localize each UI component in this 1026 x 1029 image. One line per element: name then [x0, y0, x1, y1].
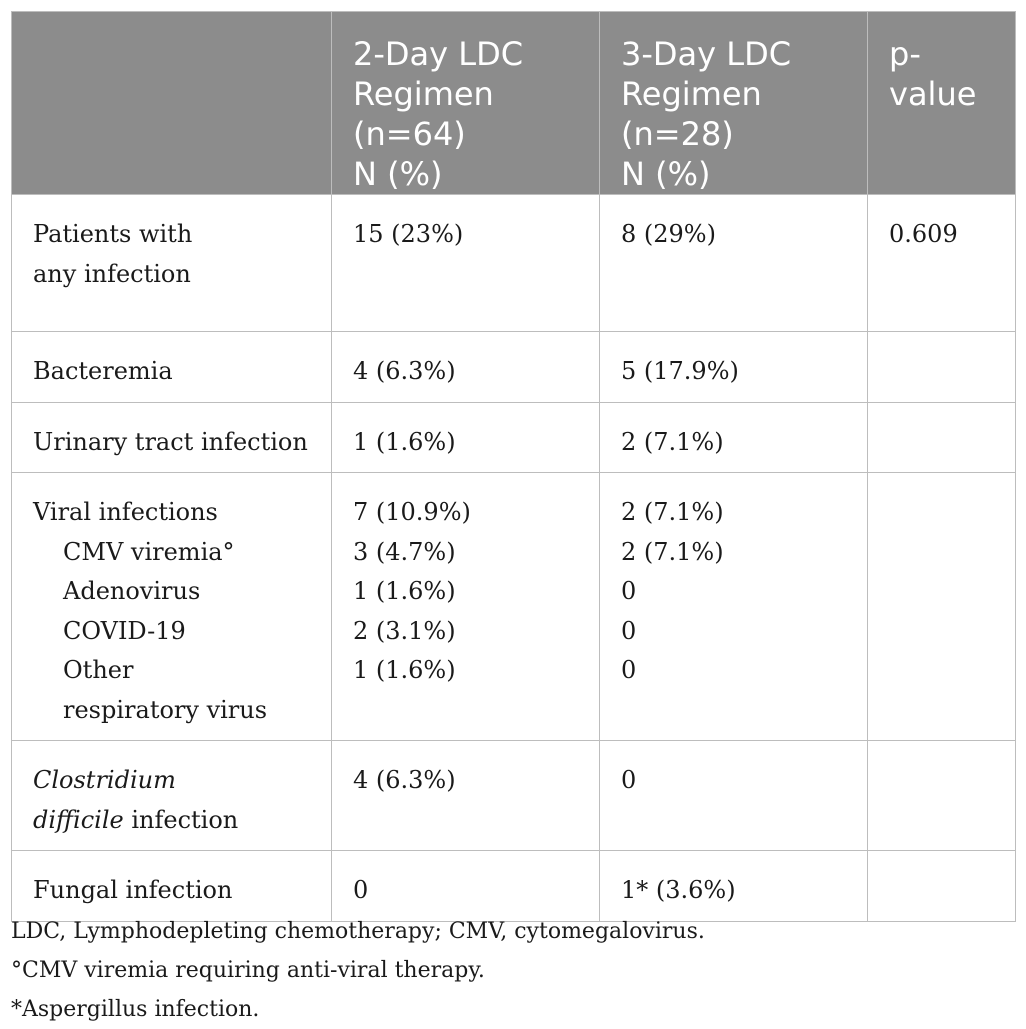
cell-3-day: 5 (17.9%): [600, 332, 868, 403]
header-row: [12, 12, 1016, 195]
header-p-value: p- value: [868, 12, 1016, 195]
cell-2-day: 1 (1.6%): [332, 402, 600, 473]
cell-3-day: 1* (3.6%): [600, 851, 868, 922]
row-label: Viral infections CMV viremia° Adenovirus COVID-19 Other respiratory virus: [12, 473, 332, 741]
cell-3-day: 2 (7.1%) 2 (7.1%) 0 0 0: [600, 473, 868, 741]
table-row: [12, 402, 1016, 473]
footnote-aspergillus: *Aspergillus infection.: [11, 997, 260, 1022]
cell-2-day: 4 (6.3%): [332, 741, 600, 851]
table-row: [12, 332, 1016, 403]
cell-3-day: 8 (29%): [600, 195, 868, 332]
infection-table: [11, 11, 1016, 922]
row-label: Clostridium difficile infection: [12, 741, 332, 851]
header-3-day-regimen: 3-Day LDC Regimen (n=28) N (%): [600, 12, 868, 195]
cell-2-day: 4 (6.3%): [332, 332, 600, 403]
cell-p-value: [868, 851, 1016, 922]
table-row: [12, 741, 1016, 851]
cell-3-day: 2 (7.1%): [600, 402, 868, 473]
row-label: Fungal infection: [12, 851, 332, 922]
row-label: Patients with any infection: [12, 195, 332, 332]
table-row: [12, 195, 1016, 332]
cell-2-day: 15 (23%): [332, 195, 600, 332]
cell-2-day: 7 (10.9%) 3 (4.7%) 1 (1.6%) 2 (3.1%) 1 (1.6%): [332, 473, 600, 741]
cell-p-value: [868, 741, 1016, 851]
footnote-abbreviations: LDC, Lymphodepleting chemotherapy; CMV, cytomegalovirus.: [11, 919, 705, 944]
header-label-column: [12, 12, 332, 195]
cell-3-day: 0: [600, 741, 868, 851]
row-label: Bacteremia: [12, 332, 332, 403]
cell-p-value: [868, 402, 1016, 473]
footnote-cmv: °CMV viremia requiring anti-viral therapy.: [11, 958, 485, 983]
table-row: [12, 473, 1016, 741]
table-row: [12, 851, 1016, 922]
cell-p-value: [868, 473, 1016, 741]
cell-2-day: 0: [332, 851, 600, 922]
footnotes: [11, 912, 1015, 1029]
infection-table-container: [11, 11, 1015, 922]
cell-p-value: 0.609: [868, 195, 1016, 332]
cell-p-value: [868, 332, 1016, 403]
row-label: Urinary tract infection: [12, 402, 332, 473]
header-2-day-regimen: 2-Day LDC Regimen (n=64) N (%): [332, 12, 600, 195]
